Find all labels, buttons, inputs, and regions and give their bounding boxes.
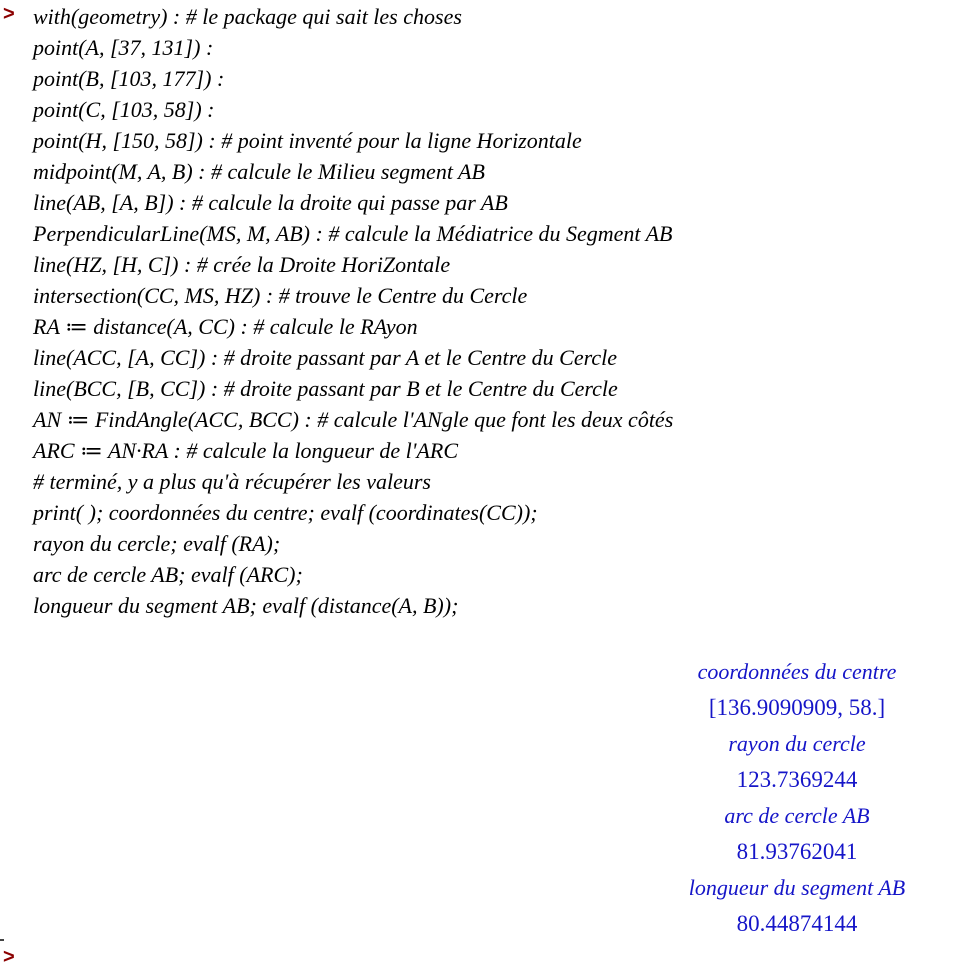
input-code: point(H, [150, 58]) : [33,128,216,153]
input-comment: # crée la Droite HoriZontale [196,252,451,277]
input-code: midpoint(M, A, B) : [33,159,206,184]
output-value: 123.7369244 [736,767,858,792]
output-value: 81.93762041 [736,839,858,864]
input-code: PerpendicularLine(MS, M, AB) : [33,221,323,246]
input-code: point(C, [103, 58]) : [33,97,215,122]
input-line[interactable] [33,466,953,497]
output-value: [136.9090909, 58.] [708,695,886,720]
input-line[interactable] [33,63,953,94]
input-code: arc de cercle AB; evalf (ARC); [33,562,303,587]
output-region [620,654,963,942]
input-line[interactable] [33,156,953,187]
input-line[interactable] [33,1,953,32]
input-code: intersection(CC, MS, HZ) : [33,283,274,308]
input-line[interactable] [33,435,953,466]
input-comment: # terminé, y a plus qu'à récupérer les valeurs [33,469,431,494]
input-code: longueur du segment AB; evalf (distance(A, B)); [33,593,459,618]
input-line[interactable] [33,125,953,156]
input-line[interactable] [33,590,953,621]
input-line[interactable] [33,373,953,404]
input-code: print( ); coordonnées du centre; evalf (coordinates(CC)); [33,500,538,525]
input-code: rayon du cercle; evalf (RA); [33,531,281,556]
output-label: longueur du segment AB [688,875,906,900]
input-code: with(geometry) : [33,4,181,29]
input-line[interactable] [33,559,953,590]
input-comment: # point inventé pour la ligne Horizontale [221,128,582,153]
input-code: line(AB, [A, B]) : [33,190,187,215]
input-line[interactable] [33,94,953,125]
input-line[interactable] [33,311,953,342]
input-comment: # calcule la Médiatrice du Segment AB [328,221,673,246]
input-comment: # calcule l'ANgle que font les deux côtés [317,407,674,432]
input-comment: # calcule le RAyon [253,314,418,339]
input-line[interactable] [33,249,953,280]
input-comment: # calcule le Milieu segment AB [211,159,485,184]
input-code: ARC ≔ AN·RA : [33,438,181,463]
next-input-prompt[interactable]: > [3,946,15,968]
input-comment: # calcule la droite qui passe par AB [191,190,508,215]
input-line[interactable] [33,32,953,63]
input-line[interactable] [33,280,953,311]
input-line[interactable] [33,342,953,373]
input-comment: # le package qui sait les choses [185,4,462,29]
output-label: arc de cercle AB [724,803,870,828]
output-label: coordonnées du centre [697,659,897,684]
input-comment: # calcule la longueur de l'ARC [186,438,459,463]
input-code: line(ACC, [A, CC]) : [33,345,219,370]
input-comment: # droite passant par B et le Centre du Cercle [223,376,618,401]
input-region[interactable] [33,1,953,621]
input-code: RA ≔ distance(A, CC) : [33,314,248,339]
input-line[interactable] [33,497,953,528]
input-line[interactable] [33,187,953,218]
input-code: line(HZ, [H, C]) : [33,252,192,277]
input-code: point(A, [37, 131]) : [33,35,214,60]
output-label: rayon du cercle [728,731,866,756]
input-line[interactable] [33,218,953,249]
input-line[interactable] [33,528,953,559]
input-prompt[interactable]: > [3,3,15,25]
input-comment: # trouve le Centre du Cercle [278,283,528,308]
cursor-marker [0,939,4,941]
output-value: 80.44874144 [736,911,858,936]
input-comment: # droite passant par A et le Centre du Cercle [223,345,617,370]
input-code: point(B, [103, 177]) : [33,66,225,91]
input-code: line(BCC, [B, CC]) : [33,376,219,401]
input-line[interactable] [33,404,953,435]
input-code: AN ≔ FindAngle(ACC, BCC) : [33,407,312,432]
